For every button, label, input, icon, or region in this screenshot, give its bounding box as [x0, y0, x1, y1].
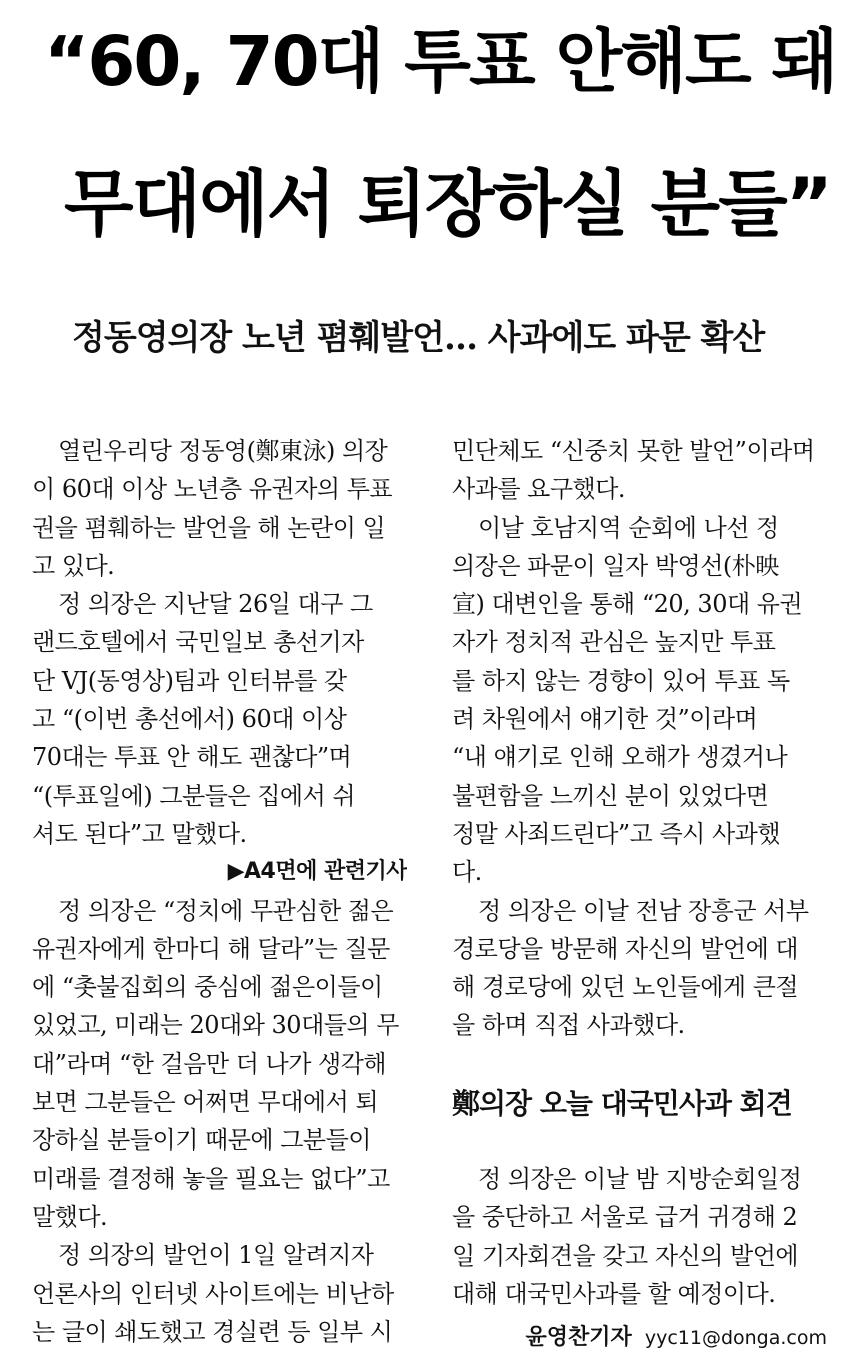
subheadline: 정동영의장 노년 폄훼발언… 사과에도 파문 확산	[72, 318, 765, 358]
article-line: 권을 폄훼하는 발언을 해 논란이 일	[32, 513, 386, 542]
article-line: 언론사의 인터넷 사이트에는 비난하	[32, 1279, 394, 1308]
article-line: 정 의장은 이날 밤 지방순회일정	[478, 1165, 802, 1193]
article-line: 고 “(이번 총선에서) 60대 이상	[32, 705, 347, 734]
article-line: 을 중단하고 서울로 급거 귀경해 2	[452, 1203, 798, 1232]
related-article-reference: ▶A4면에 관련기사	[227, 859, 407, 885]
article-column-right-continued	[452, 1160, 830, 1313]
article-line: 셔도 된다”고 말했다.	[32, 819, 247, 848]
article-line: 말했다.	[32, 1202, 108, 1231]
article-line: 단 VJ(동영상)팀과 인터뷰를 갖	[32, 666, 347, 695]
headline-line-1: “60, 70대 투표 안해도 돼	[44, 22, 837, 102]
article-line: 정 의장은 이날 전남 장흥군 서부	[478, 896, 809, 925]
article-line: 정 의장의 발언이 1일 알려지자	[58, 1241, 374, 1270]
article-line: 정말 사죄드린다”고 즉시 사과했	[452, 819, 781, 848]
article-line: 자가 정치적 관심은 높지만 투표	[452, 628, 776, 657]
article-line: 민단체도 “신중치 못한 발언”이라며	[452, 437, 815, 465]
article-line: 고 있다.	[32, 551, 115, 580]
article-line: 유권자에게 한마디 해 달라”는 질문	[32, 934, 390, 963]
article-line: 장하실 분들이기 때문에 그분들이	[32, 1126, 371, 1155]
article-line: 불편함을 느끼신 분이 있었다면	[452, 781, 769, 810]
article-line: 정 의장은 “정치에 무관심한 젊은	[58, 896, 394, 925]
article-line: 이 60대 이상 노년층 유권자의 투표	[32, 475, 393, 504]
article-line: 에 “촛불집회의 중심에 젊은이들이	[32, 973, 383, 1002]
article-line: “내 얘기로 인해 오해가 생겼거나	[452, 743, 788, 772]
article-line: 대”라며 “한 걸음만 더 나가 생각해	[32, 1049, 387, 1078]
article-line: 해 경로당에 있던 노인들에게 큰절	[452, 973, 799, 1002]
headline-line-2: 무대에서 퇴장하실 분들”	[64, 162, 831, 246]
article-line: 의장은 파문이 일자 박영선(朴映	[452, 551, 779, 580]
article-column-left	[32, 432, 407, 1351]
article-line: 경로당을 방문해 자신의 발언에 대	[452, 934, 799, 963]
article-line: 있었고, 미래는 20대와 30대들의 무	[32, 1011, 399, 1040]
byline	[525, 1320, 827, 1351]
article-line: 열린우리당 정동영(鄭東泳) 의장	[58, 437, 388, 465]
article-line: 보면 그분들은 어쩌면 무대에서 퇴	[32, 1088, 379, 1117]
article-line: 다.	[452, 858, 482, 887]
article-line: 70대는 투표 안 해도 괜찮다”며	[32, 743, 352, 772]
article-line: 을 하며 직접 사과했다.	[452, 1011, 685, 1040]
article-line: 는 글이 쇄도했고 경실련 등 일부 시	[32, 1317, 393, 1346]
reporter-email: yyc11@donga.com	[644, 1327, 827, 1349]
article-line: 랜드호텔에서 국민일보 총선기자	[32, 628, 364, 657]
article-column-right	[452, 432, 830, 1045]
article-line: 宣) 대변인을 통해 “20, 30대 유권	[452, 590, 803, 619]
article-line: 대해 대국민사과를 할 예정이다.	[452, 1279, 776, 1308]
article-line: 일 기자회견을 갖고 자신의 발언에	[452, 1241, 799, 1270]
side-heading: 鄭의장 오늘 대국민사과 회견	[452, 1087, 792, 1120]
article-line: 려 차원에서 얘기한 것”이라며	[452, 705, 758, 734]
article-line: 사과를 요구했다.	[452, 475, 626, 504]
article-line: 정 의장은 지난달 26일 대구 그	[58, 590, 373, 619]
article-line: 미래를 결정해 놓을 필요는 없다”고	[32, 1164, 390, 1193]
reporter-name: 윤영찬기자	[525, 1325, 632, 1350]
article-line: 를 하지 않는 경향이 있어 투표 독	[452, 666, 790, 695]
article-line: “(투표일에) 그분들은 집에서 쉬	[32, 781, 356, 810]
article-line: 이날 호남지역 순회에 나선 정	[478, 513, 779, 542]
